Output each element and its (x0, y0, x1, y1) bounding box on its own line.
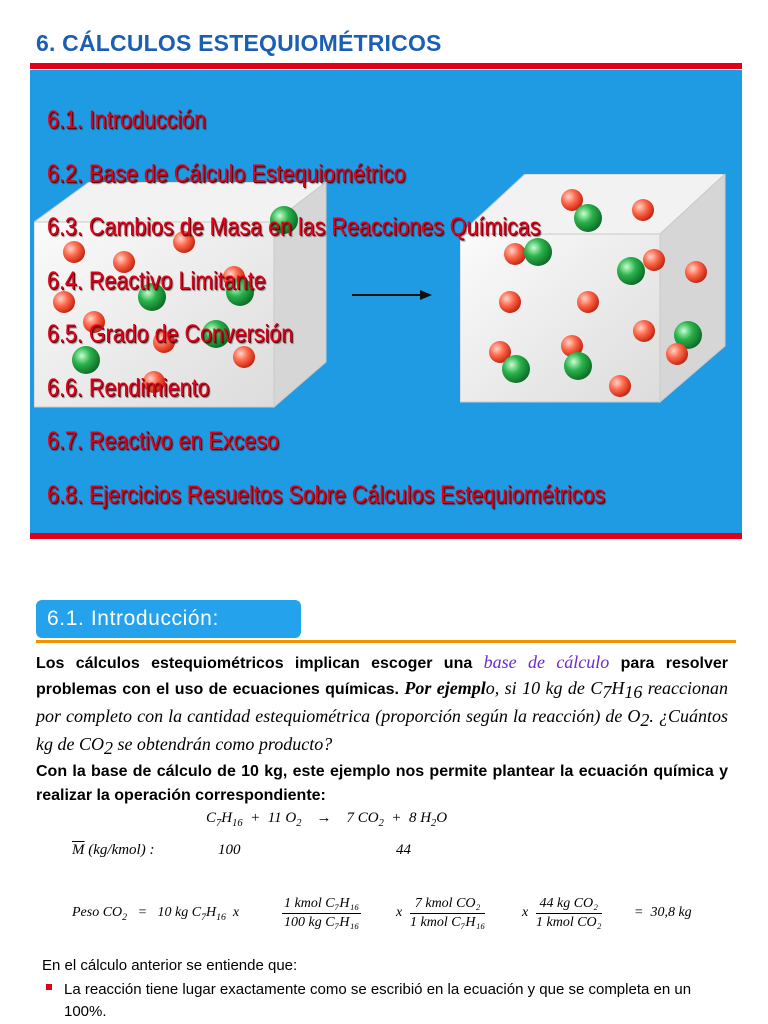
intro-text-a: Los cálculos estequiométricos implican escoger una (36, 655, 473, 672)
toc-item-rendimiento[interactable]: 6.6. Rendimiento (47, 373, 210, 402)
fraction-2: 7 kmol CO₂ 1 kmol C₇H₁₆ (410, 896, 486, 930)
fraction-3: 44 kg CO₂ 1 kmol CO₂ (536, 896, 602, 930)
h-letter: H (611, 678, 625, 698)
x-sign-2: x (396, 905, 403, 920)
calc-result: = 30,8 kg (634, 905, 692, 920)
page-title: 6. CÁLCULOS ESTEQUIOMÉTRICOS (36, 30, 442, 56)
section-orange-rule (36, 640, 736, 643)
toc-item-reactivo-limitante[interactable]: 6.4. Reactivo Limitante (47, 266, 266, 295)
base-paragraph: Con la base de cálculo de 10 kg, este ejemplo nos permite plantear la ecuación química y realizar la operación correspondiente: (36, 763, 728, 804)
sub-7: 7 (602, 682, 612, 703)
toc-item-ejercicios-resueltos[interactable]: 6.8. Ejercicios Resueltos Sobre Cálculos Estequiométricos (47, 480, 606, 509)
intro-text-d: . ¿Cuántos kg de CO (36, 706, 728, 755)
toc-item-reactivo-en-exceso[interactable]: 6.7. Reactivo en Exceso (47, 427, 279, 455)
intro-text-c: reaccionan por completo con la cantidad estequiométrica (proporción según la reacción) de O (36, 678, 729, 727)
example-rest: o, si 10 kg de C (485, 678, 603, 698)
note-intro: En el cálculo anterior se entiende que: (42, 957, 298, 974)
example-bold: Por ejempl (404, 678, 486, 698)
x-sign-3: x (522, 905, 529, 920)
sub-2b: 2 (103, 738, 113, 759)
toc-list (47, 104, 696, 532)
toc-item-grado-de-conversion[interactable]: 6.5. Grado de Conversión (47, 320, 294, 348)
molar-mass-label: $\overline{M}$ (kg/kmol) : (72, 842, 155, 858)
reaction-equation: $C_7H_{16} + 11$ $O_2$ → 7 $CO_2 + 8$ $H_2O$ (206, 810, 448, 829)
section-heading: 6.1. Introducción: (47, 607, 219, 630)
calc-lhs: Peso $CO_2$ = 10 kg $C_7H_{16}$ x (72, 905, 240, 923)
bullet-marker (46, 984, 52, 990)
toc-panel (30, 70, 742, 533)
sub-16: 16 (624, 682, 643, 703)
sub-2a: 2 (640, 710, 650, 731)
bottom-red-rule (30, 533, 742, 539)
molar-mass-c7h16: 100 (218, 842, 241, 858)
intro-text-b: para resolver problemas con el uso de ecuaciones químicas. (36, 655, 729, 698)
bullet-item: La reacción tiene lugar exactamente como se escribió en la ecuación y que se completa en un 100%. (64, 981, 692, 1020)
base-de-calculo-highlight: base de cálculo (483, 652, 610, 672)
top-red-rule (30, 63, 742, 69)
intro-paragraph (36, 650, 728, 761)
toc-item-base-de-calculo[interactable]: 6.2. Base de Cálculo Estequiométrico (47, 159, 406, 188)
fraction-1: 1 kmol C₇H₁₆ 100 kg C₇H₁₆ (284, 896, 360, 930)
molar-mass-co2: 44 (396, 842, 411, 858)
section-heading-tab (36, 600, 301, 638)
intro-text-e: se obtendrán como producto? (117, 734, 333, 755)
toc-item-introduccion[interactable]: 6.1. Introducción (47, 106, 206, 134)
toc-item-cambios-de-masa[interactable]: 6.3. Cambios de Masa en las Reacciones Químicas (47, 213, 541, 241)
